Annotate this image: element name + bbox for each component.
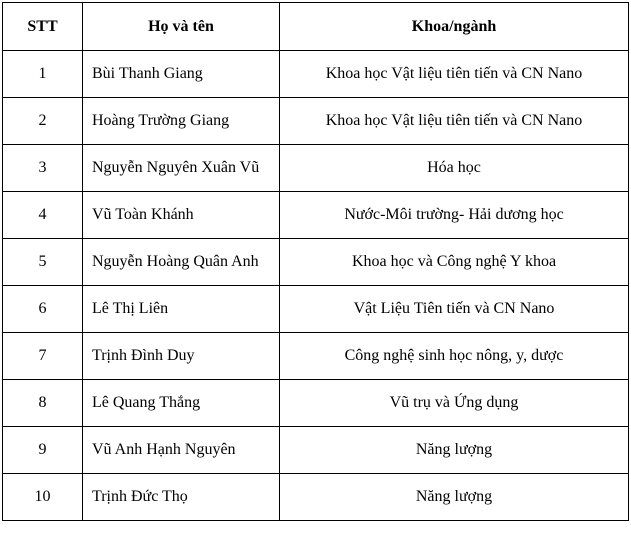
cell-name: Trịnh Đức Thọ <box>83 474 280 521</box>
header-stt: STT <box>3 3 83 51</box>
cell-name: Trịnh Đình Duy <box>83 333 280 380</box>
cell-name: Vũ Anh Hạnh Nguyên <box>83 427 280 474</box>
table-row <box>3 239 629 286</box>
cell-stt: 5 <box>3 239 83 286</box>
table-row <box>3 333 629 380</box>
cell-department: Hóa học <box>280 145 629 192</box>
cell-name: Bùi Thanh Giang <box>83 51 280 98</box>
cell-stt: 8 <box>3 380 83 427</box>
cell-department: Năng lượng <box>280 427 629 474</box>
cell-department: Khoa học Vật liệu tiên tiến và CN Nano <box>280 98 629 145</box>
table-row <box>3 192 629 239</box>
table-row <box>3 474 629 521</box>
cell-stt: 1 <box>3 51 83 98</box>
cell-stt: 2 <box>3 98 83 145</box>
cell-stt: 9 <box>3 427 83 474</box>
cell-name: Nguyễn Hoàng Quân Anh <box>83 239 280 286</box>
cell-name: Lê Quang Thắng <box>83 380 280 427</box>
table-row <box>3 145 629 192</box>
header-name: Họ và tên <box>83 3 280 51</box>
cell-name: Nguyễn Nguyên Xuân Vũ <box>83 145 280 192</box>
cell-department: Năng lượng <box>280 474 629 521</box>
table-row <box>3 286 629 333</box>
cell-department: Vật Liệu Tiên tiến và CN Nano <box>280 286 629 333</box>
cell-stt: 4 <box>3 192 83 239</box>
cell-department: Khoa học và Công nghệ Y khoa <box>280 239 629 286</box>
table-row <box>3 51 629 98</box>
cell-name: Vũ Toàn Khánh <box>83 192 280 239</box>
table-row <box>3 427 629 474</box>
cell-department: Công nghệ sinh học nông, y, dược <box>280 333 629 380</box>
cell-stt: 10 <box>3 474 83 521</box>
cell-department: Vũ trụ và Ứng dụng <box>280 380 629 427</box>
cell-name: Hoàng Trường Giang <box>83 98 280 145</box>
student-table <box>2 2 629 521</box>
cell-department: Nước-Môi trường- Hải dương học <box>280 192 629 239</box>
table-row <box>3 98 629 145</box>
cell-stt: 6 <box>3 286 83 333</box>
header-row <box>3 3 629 51</box>
cell-stt: 3 <box>3 145 83 192</box>
header-department: Khoa/ngành <box>280 3 629 51</box>
cell-department: Khoa học Vật liệu tiên tiến và CN Nano <box>280 51 629 98</box>
table-row <box>3 380 629 427</box>
cell-name: Lê Thị Liên <box>83 286 280 333</box>
cell-stt: 7 <box>3 333 83 380</box>
